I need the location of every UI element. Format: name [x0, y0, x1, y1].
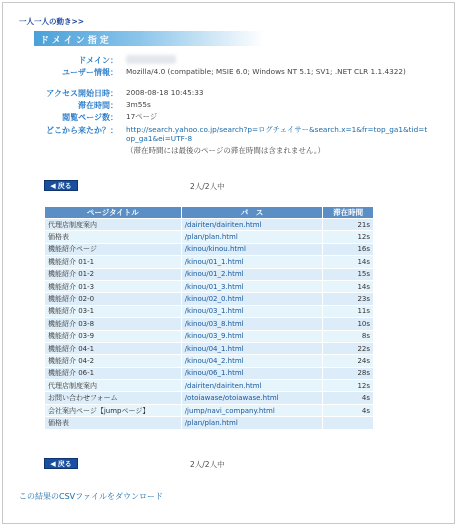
- table-row: [45, 355, 374, 367]
- info-row-start: [30, 88, 430, 100]
- cell-path[interactable]: /kinou/01_2.html: [181, 268, 323, 280]
- stay-value: 3m55s: [126, 100, 151, 109]
- stay-note: （滞在時間には最後のページの滞在時間は含まれません。）: [126, 146, 326, 155]
- cell-path[interactable]: /kinou/02_0.html: [181, 293, 323, 305]
- pages-label: 閲覧ページ数：: [62, 113, 118, 122]
- from-label: どこから来たか？：: [46, 126, 118, 135]
- ua-label: ユーザー情報：: [62, 68, 118, 77]
- info-row-ua: [30, 67, 430, 88]
- pager-text-bottom: 2人/2人中: [190, 460, 225, 469]
- cell-path[interactable]: /plan/plan.html: [181, 231, 323, 243]
- cell-path[interactable]: /otoiawase/otoiawase.html: [181, 392, 323, 404]
- cell-path[interactable]: /kinou/06_1.html: [181, 367, 323, 379]
- left-arrow-icon: ◀: [50, 181, 56, 190]
- back-button-bottom[interactable]: [44, 458, 78, 469]
- cell-title: 価格表: [45, 417, 182, 429]
- pager-text-top: 2人/2人中: [190, 182, 225, 191]
- cell-path[interactable]: /kinou/04_1.html: [181, 342, 323, 354]
- cell-title: 機能紹介 04-2: [45, 355, 182, 367]
- cell-path[interactable]: /jump/navi_company.html: [181, 404, 323, 416]
- table-row: [45, 392, 374, 404]
- section-title: ドメイン指定: [40, 36, 112, 46]
- page-history-table: [44, 206, 374, 430]
- section-title-bar: [34, 31, 264, 46]
- cell-title: 機能紹介 01-1: [45, 256, 182, 268]
- referrer-link[interactable]: http://search.yahoo.co.jp/search?p=ログチェイサー&search.x=1&fr=top_ga1&tid=top_ga1&ei=UTF-8: [126, 125, 428, 143]
- cell-time: 21s: [323, 219, 374, 231]
- cell-time: 8s: [323, 330, 374, 342]
- cell-path[interactable]: /kinou/01_3.html: [181, 280, 323, 292]
- cell-title: 代理店制度案内: [45, 380, 182, 392]
- cell-title: 機能紹介 03-9: [45, 330, 182, 342]
- pages-value: 17ページ: [126, 112, 158, 121]
- col-header-time: 滞在時間: [323, 207, 374, 219]
- cell-title: 価格表: [45, 231, 182, 243]
- back-button-label: 戻る: [57, 181, 72, 190]
- table-row: [45, 219, 374, 231]
- cell-path[interactable]: /kinou/04_2.html: [181, 355, 323, 367]
- info-row-domain: [30, 55, 430, 67]
- col-header-title: ページタイトル: [45, 207, 182, 219]
- table-row: [45, 367, 374, 379]
- cell-path[interactable]: /kinou/03_9.html: [181, 330, 323, 342]
- cell-time: 4s: [323, 392, 374, 404]
- table-row: [45, 380, 374, 392]
- visitor-info: [30, 55, 430, 155]
- cell-time: 28s: [323, 367, 374, 379]
- back-button-label: 戻る: [57, 459, 72, 468]
- left-arrow-icon: ◀: [50, 459, 56, 468]
- stay-label: 滞在時間：: [78, 101, 118, 110]
- table-row: [45, 318, 374, 330]
- cell-time: 16s: [323, 243, 374, 255]
- cell-time: 14s: [323, 256, 374, 268]
- cell-time: 15s: [323, 268, 374, 280]
- cell-time: 11s: [323, 305, 374, 317]
- back-button-top[interactable]: [44, 180, 78, 191]
- cell-title: 会社案内ページ【jumpページ】: [45, 404, 182, 416]
- csv-download-link[interactable]: この結果のCSVファイルをダウンロード: [19, 492, 163, 501]
- cell-title: 機能紹介 06-1: [45, 367, 182, 379]
- table-row: [45, 404, 374, 416]
- cell-time: 22s: [323, 342, 374, 354]
- start-label: アクセス開始日時：: [46, 89, 118, 98]
- cell-title: 機能紹介 04-1: [45, 342, 182, 354]
- cell-title: 機能紹介ページ: [45, 243, 182, 255]
- cell-time: 14s: [323, 280, 374, 292]
- table-row: [45, 293, 374, 305]
- start-value: 2008-08-18 10:45:33: [126, 88, 204, 97]
- domain-label: ドメイン：: [78, 56, 118, 65]
- table-row: [45, 305, 374, 317]
- table-row: [45, 280, 374, 292]
- table-row: [45, 342, 374, 354]
- col-header-path: パ ス: [181, 207, 323, 219]
- cell-time: 12s: [323, 231, 374, 243]
- cell-path[interactable]: /dairiten/dairiten.html: [181, 219, 323, 231]
- cell-path[interactable]: /kinou/03_8.html: [181, 318, 323, 330]
- cell-time: 24s: [323, 355, 374, 367]
- cell-time: 4s: [323, 404, 374, 416]
- cell-time: 12s: [323, 380, 374, 392]
- info-row-pages: [30, 112, 430, 125]
- table-row: [45, 417, 374, 429]
- cell-path[interactable]: /plan/plan.html: [181, 417, 323, 429]
- cell-path[interactable]: /kinou/kinou.html: [181, 243, 323, 255]
- cell-time: [323, 417, 374, 429]
- cell-time: 23s: [323, 293, 374, 305]
- cell-path[interactable]: /kinou/01_1.html: [181, 256, 323, 268]
- table-row: [45, 231, 374, 243]
- table-row: [45, 268, 374, 280]
- table-row: [45, 243, 374, 255]
- table-header-row: [45, 207, 374, 219]
- table-row: [45, 330, 374, 342]
- cell-title: 代理店制度案内: [45, 219, 182, 231]
- person-movement-link[interactable]: 一人一人の動き>>: [19, 17, 85, 26]
- cell-title: 機能紹介 03-1: [45, 305, 182, 317]
- info-row-stay: [30, 100, 430, 112]
- cell-path[interactable]: /dairiten/dairiten.html: [181, 380, 323, 392]
- cell-title: 機能紹介 02-0: [45, 293, 182, 305]
- cell-path[interactable]: /kinou/03_1.html: [181, 305, 323, 317]
- cell-title: 機能紹介 03-8: [45, 318, 182, 330]
- domain-value-redacted: [126, 55, 176, 64]
- table-row: [45, 256, 374, 268]
- cell-time: 10s: [323, 318, 374, 330]
- cell-title: お問い合わせフォーム: [45, 392, 182, 404]
- info-row-from: [30, 125, 430, 155]
- cell-title: 機能紹介 01-2: [45, 268, 182, 280]
- cell-title: 機能紹介 01-3: [45, 280, 182, 292]
- ua-value: Mozilla/4.0 (compatible; MSIE 6.0; Windows NT 5.1; SV1; .NET CLR 1.1.4322): [126, 67, 406, 76]
